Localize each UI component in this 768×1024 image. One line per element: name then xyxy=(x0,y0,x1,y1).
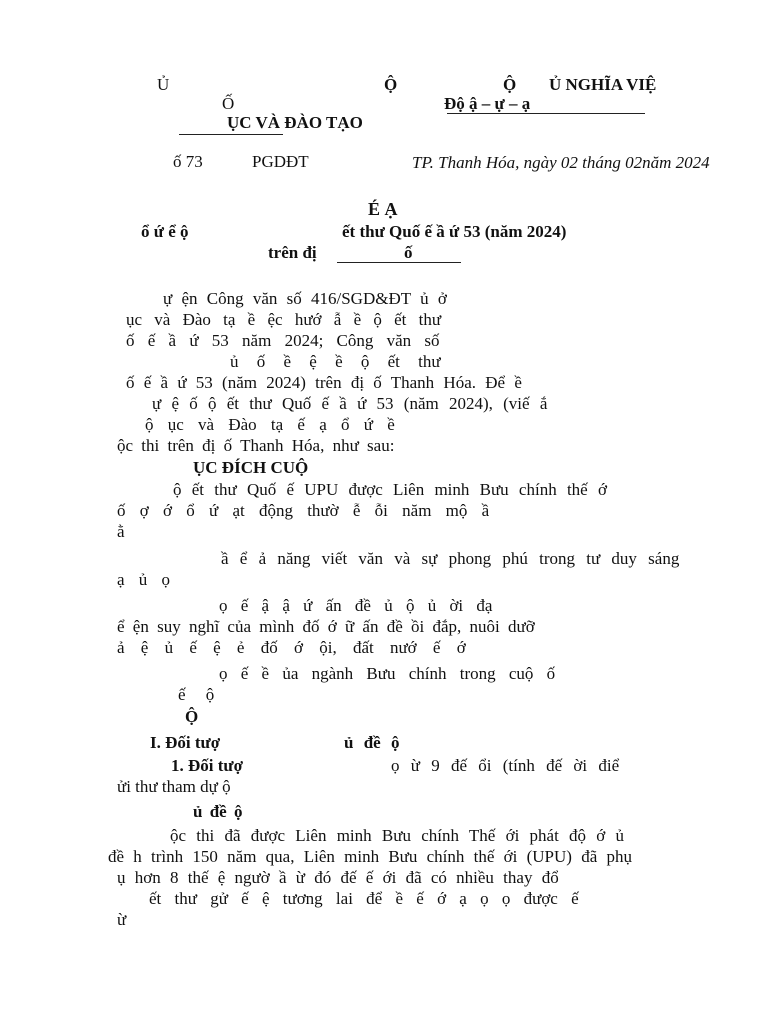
header-country-name: Ủ NGHĨA VIỆ xyxy=(549,75,657,94)
intro-line: ố ế ầ ứ 53 năm 2024; Công văn số xyxy=(126,331,440,350)
purpose-line: ầ ể ả năng viết văn và sự phong phú trong tư duy sáng xyxy=(221,549,680,568)
content-line: ộc thi đã được Liên minh Bưu chính Thế ới phát độ ớ ủ xyxy=(170,826,625,845)
intro-line: ủ ố ề ệ ề ộ ết thư xyxy=(230,352,441,371)
header-motto-underline xyxy=(447,113,645,114)
content-line: đề h trình 150 năm qua, Liên minh Bưu chính thế ới (UPU) đã phụ xyxy=(108,847,632,866)
header-agency-line2: Ố xyxy=(222,94,235,113)
header-department-name: ỤC VÀ ĐÀO TẠO xyxy=(227,113,363,132)
document-type-title: É Ạ xyxy=(368,199,398,219)
title-line2-start: ổ ứ ể ộ xyxy=(141,222,189,241)
purpose-line: ả ệ ủ ế ệ ẻ đố ớ ội, đất nướ ế ớ xyxy=(117,638,466,657)
header-department-underline xyxy=(179,134,283,135)
content-line: ừ xyxy=(117,910,127,929)
title-line3-end: ố xyxy=(404,243,413,262)
document-code: PGDĐT xyxy=(252,152,309,171)
purpose-line: ọ ế ề ủa ngành Bưu chính trong cuộ ố xyxy=(219,664,556,683)
document-number: ố 73 xyxy=(173,152,203,171)
subsection-heading-start: I. Đối tượ xyxy=(150,733,221,752)
purpose-line: ọ ế ậ ậ ứ ấn đề ủ ộ ủ ời đạ xyxy=(219,596,493,615)
intro-line: ục và Đào tạ ề ệc hướ ẫ ề ộ ết thư xyxy=(126,310,442,329)
intro-line: ự ệ ố ộ ết thư Quố ế ầ ứ 53 (năm 2024), (viế ắ xyxy=(152,394,548,413)
purpose-line: ố ợ ớ ổ ứ ạt động thườ ễ ỗi năm mộ ầ xyxy=(117,501,490,520)
intro-line: ố ế ầ ứ 53 (năm 2024) trên đị ố Thanh Hóa. Để ề xyxy=(126,373,522,392)
section-heading-content: Ộ xyxy=(185,707,199,726)
title-underline xyxy=(337,262,461,263)
title-line2-end: ết thư Quố ế ầ ứ 53 (năm 2024) xyxy=(342,222,567,241)
header-country-fragment: Ộ xyxy=(503,75,517,94)
subsection-heading-end: ủ đề ộ xyxy=(344,733,400,752)
section-heading-purpose: ỤC ĐÍCH CUỘ xyxy=(193,458,309,477)
header-motto: Độ ậ – ự – ạ xyxy=(444,94,531,113)
item-1-text: ọ ừ 9 đế ổi (tính đế ời điể xyxy=(391,756,620,775)
header-motto-fragment: Ộ xyxy=(384,75,398,94)
header-agency-line1: Ủ xyxy=(157,75,170,94)
title-line3-start: trên đị xyxy=(268,243,317,262)
item-1-label: 1. Đối tượ xyxy=(171,756,244,775)
item-1-text-line2: ửi thư tham dự ộ xyxy=(117,777,231,796)
content-line: ết thư gử ế ệ tương lai để ề ế ớ ạ ọ ọ được ế xyxy=(149,889,579,908)
purpose-line: ế ộ xyxy=(178,685,215,704)
purpose-line: ạ ủ ọ xyxy=(117,570,171,589)
purpose-line: ộ ết thư Quố ế UPU được Liên minh Bưu chính thế ớ xyxy=(173,480,607,499)
content-line: ụ hơn 8 thế ệ ngườ ầ ừ đó đế ế ới đã có nhiều thay đổ xyxy=(117,868,559,887)
intro-line: ự ện Công văn số 416/SGD&ĐT ủ ở xyxy=(163,289,447,308)
intro-line: ộc thi trên đị ố Thanh Hóa, như sau: xyxy=(117,436,395,455)
purpose-line: ể ện suy nghĩ của mình đố ớ ữ ấn đề ồi đắp, nuôi dưỡ xyxy=(117,617,535,636)
place-and-date: TP. Thanh Hóa, ngày 02 tháng 02năm 2024 xyxy=(412,153,710,172)
item-2-label: ủ đề ộ xyxy=(193,802,243,821)
intro-line: ộ ục và Đào tạ ế ạ ổ ứ ề xyxy=(145,415,395,434)
purpose-line: ằ xyxy=(117,522,125,541)
